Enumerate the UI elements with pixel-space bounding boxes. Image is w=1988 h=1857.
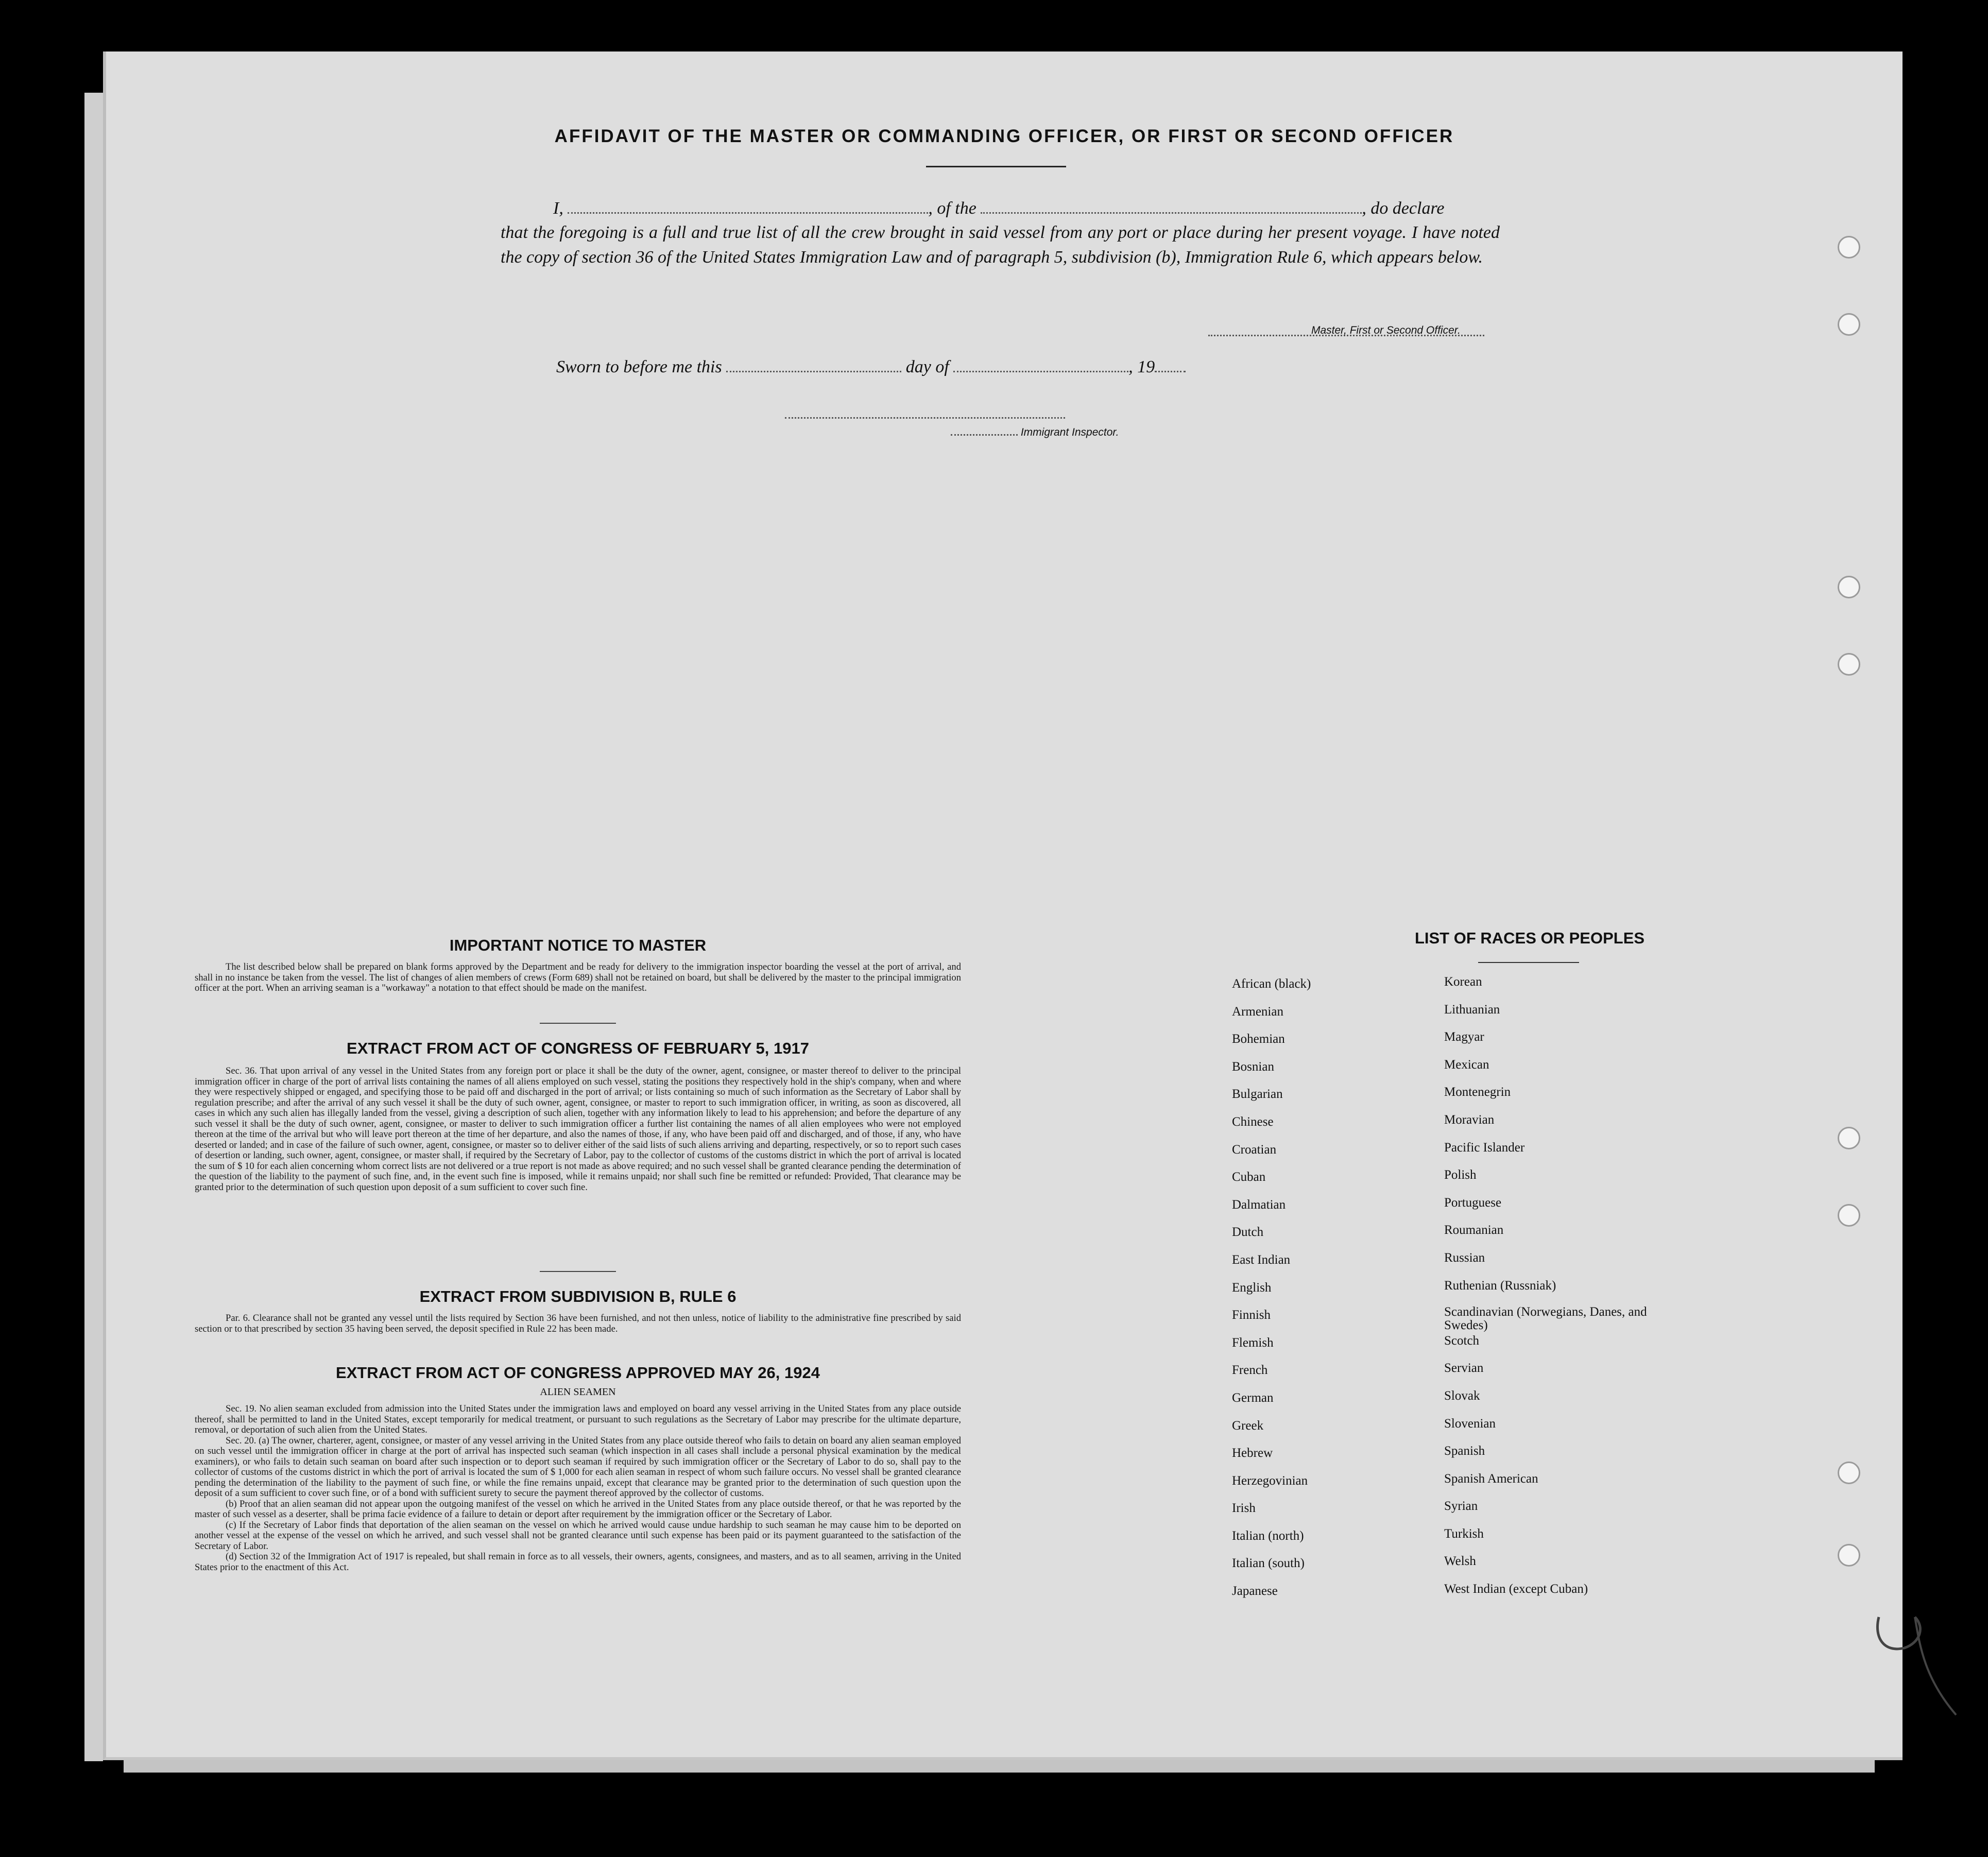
race-item: Irish [1232, 1501, 1256, 1516]
race-item: Spanish American [1444, 1471, 1538, 1486]
race-item: Spanish [1444, 1444, 1485, 1458]
extract-1917-title: EXTRACT FROM ACT OF CONGRESS OF FEBRUARY 5, 1917 [347, 1039, 809, 1057]
race-item: Russian [1444, 1250, 1485, 1265]
race-item: Scotch [1444, 1333, 1480, 1348]
punch-hole [1838, 313, 1860, 336]
race-item: Polish [1444, 1168, 1477, 1182]
inspector-signature-line[interactable] [785, 402, 1065, 423]
race-item: Chinese [1232, 1114, 1274, 1129]
section-20d: (d) Section 32 of the Immigration Act of 1917 is repealed, but shall remain in force as to all vessels, their owners, agents, consignees, and masters, and as to all seamen, arriving in the United States prior to the enactment of this Act. [195, 1551, 961, 1573]
race-item: Dalmatian [1232, 1197, 1286, 1212]
extract-rule6-title: EXTRACT FROM SUBDIVISION B, RULE 6 [419, 1287, 736, 1305]
punch-hole [1838, 1127, 1860, 1149]
notice-title: IMPORTANT NOTICE TO MASTER [449, 936, 707, 954]
title-rule [926, 166, 1066, 167]
race-item: Croatian [1232, 1142, 1277, 1157]
extract-1924-title: EXTRACT FROM ACT OF CONGRESS APPROVED MAY 26, 1924 [336, 1364, 820, 1382]
day-of-label: day of [905, 357, 949, 376]
race-item: French [1232, 1363, 1268, 1378]
sheet-edge [84, 93, 103, 1761]
punch-hole [1838, 236, 1860, 259]
extract-rule6-body: Par. 6. Clearance shall not be granted any vessel until the lists required by Section 36 have been furnished, and not then unless, notice of liability to the administrative fine prescribed by said section or to that prescribed by section 35 having been served, the deposit specified in Rule 22 has been made. [195, 1313, 961, 1334]
race-item: Italian (south) [1232, 1556, 1305, 1571]
race-item: Servian [1444, 1361, 1484, 1375]
race-item: Pacific Islander [1444, 1140, 1525, 1155]
race-item: Turkish [1444, 1526, 1484, 1541]
punch-hole [1838, 1544, 1860, 1567]
year-prefix: , 19 [1128, 357, 1155, 376]
race-item: Greek [1232, 1418, 1264, 1433]
race-item: Ruthenian (Russniak) [1444, 1278, 1556, 1293]
race-item: Lithuanian [1444, 1002, 1500, 1017]
day-blank[interactable] [726, 355, 901, 372]
sworn-line [556, 355, 1186, 377]
inspector-line [951, 425, 1119, 439]
divider [540, 1023, 616, 1024]
document-page [103, 51, 1903, 1760]
race-item: Dutch [1232, 1225, 1264, 1240]
sworn-prefix: Sworn to before me this [556, 357, 722, 376]
race-item: African (black) [1232, 977, 1311, 991]
race-item: Korean [1444, 975, 1482, 989]
section-20b: (b) Proof that an alien seaman did not appear upon the outgoing manifest of the vessel on which he arrived in the United States from any place outside thereof, or that he was reported by the master of such vessel as a deserter, shall be prima facie evidence of a failure to detain or deport after requirement by the immigration officer or the Secretary of Labor. [195, 1498, 961, 1520]
race-item: Slovak [1444, 1388, 1480, 1403]
race-item: Herzegovinian [1232, 1473, 1308, 1488]
race-item: Slovenian [1444, 1416, 1496, 1431]
declaration-line [553, 197, 1445, 218]
vessel-blank[interactable] [981, 197, 1362, 214]
races-right-column [1444, 974, 1671, 1609]
signature-caption: Master, First or Second Officer. [1311, 324, 1461, 336]
punch-hole [1838, 1461, 1860, 1484]
race-item: West Indian (except Cuban) [1444, 1582, 1588, 1596]
divider [540, 1271, 616, 1272]
section-20c: (c) If the Secretary of Labor finds that deportation of the alien seaman on the vessel on which he arrived would cause undue hardship to such seaman he may cause him to be deported on another vessel at the expense of the vessel on which he arrived, and such vessel shall not be granted clearance until such expense has been paid or its payment guaranteed to the satisfaction of the Secretary of Labor. [195, 1519, 961, 1552]
extract-1924-body [195, 1404, 961, 1573]
race-item: Armenian [1232, 1004, 1283, 1019]
race-item: Finnish [1232, 1308, 1271, 1322]
year-blank[interactable] [1155, 355, 1186, 372]
race-item: German [1232, 1390, 1274, 1405]
punch-hole [1838, 653, 1860, 676]
race-item: Bohemian [1232, 1032, 1285, 1046]
race-item: Flemish [1232, 1335, 1274, 1350]
race-item: Montenegrin [1444, 1085, 1511, 1099]
race-item: Mexican [1444, 1057, 1489, 1072]
month-blank[interactable] [953, 355, 1128, 372]
affidavit-title: AFFIDAVIT OF THE MASTER OR COMMANDING OFFICER, OR FIRST OR SECOND OFFICER [554, 126, 1454, 146]
line-i: I, [553, 199, 563, 218]
section-19: Sec. 19. No alien seaman excluded from admission into the United States under the immigration laws and employed on board any vessel arriving in the United States from any place outside thereof, shall be permitted to land in the United States, except temporarily for medical treatment, or pursuant to such regulations as the Secretary of Labor may prescribe for the ultimate departure, removal, or deportation of such alien from the United States. [195, 1403, 961, 1435]
do-declare-label: , do declare [1362, 199, 1445, 218]
races-title-rule [1478, 962, 1579, 963]
race-item: English [1232, 1280, 1272, 1295]
section-20a: Sec. 20. (a) The owner, charterer, agent, consignee, or master of any vessel arriving in the United States from any place outside thereof who fails to detain on board any alien seaman employed on such vessel until the immigration officer in charge at the port of arrival has inspected such seaman (which inspection in all cases shall include a personal physical examination by the medical examiners), or who fails to detain such seaman on board after such inspection or to deport such seaman if required by such immigration officer or the Secretary of Labor to do so, shall pay to the collector of customs of the customs district in which the port of arrival is located the sum of $ 1,000 for each alien seaman in respect of whom such failure occurs. No vessel shall be granted clearance pending the determination of the liability to the payment of such fine, or while the fine remains unpaid, except that clearance may be granted prior to the determination of such question upon the deposit of a sum sufficient to cover such fine, or of a bond with sufficient surety to secure the payment thereof approved by the collector of customs. [195, 1435, 961, 1499]
declaration-text: that the foregoing is a full and true list of all the crew brought in said vessel from any port or place during her present voyage. I have noted the copy of section 36 of the United States Immigration Law and of paragraph 5, subdivision (b), Immigration Rule 6, which appears below. [501, 223, 1500, 267]
of-the-label: , of the [928, 199, 976, 218]
race-item: Magyar [1444, 1030, 1484, 1044]
race-item: Cuban [1232, 1170, 1266, 1184]
race-item: Italian (north) [1232, 1528, 1304, 1543]
alien-seamen-caption: ALIEN SEAMEN [540, 1386, 616, 1398]
race-item: Portuguese [1444, 1195, 1502, 1210]
race-item: Syrian [1444, 1499, 1478, 1514]
handwritten-mark [1863, 1596, 1977, 1720]
race-item: Roumanian [1444, 1223, 1504, 1237]
notice-body: The list described below shall be prepared on blank forms approved by the Department and be ready for delivery to the immigration inspector boarding the vessel at the port of arrival, and shall in no instance be taken from the vessel. The list of changes of alien members of crews (Form 689) shall not be retained on board, but shall be delivered by the master to the principal immigration officer at the port. When an arriving seaman is a "workaway" a notation to that effect should be made on the manifest. [195, 961, 961, 993]
race-item: Scandinavian (Norwegians, Danes, and Swedes) [1444, 1305, 1647, 1333]
race-item: Bosnian [1232, 1059, 1274, 1074]
race-item: Bulgarian [1232, 1087, 1283, 1102]
name-blank[interactable] [568, 197, 928, 214]
races-title: LIST OF RACES OR PEOPLES [1414, 929, 1645, 947]
inspector-blank[interactable] [951, 425, 1018, 436]
races-left-column [1232, 976, 1311, 1611]
race-item: Hebrew [1232, 1446, 1273, 1460]
race-item: Moravian [1444, 1112, 1495, 1127]
extract-1917-body: Sec. 36. That upon arrival of any vessel in the United States from any foreign port or place it shall be the duty of the owner, agent, consignee, or master thereof to deliver to the principal immigration officer in charge of the port of arrival lists containing the names of all aliens employed on such vessel, stating the positions they respectively hold in the ship's company, when and where they were respectively shipped or engaged, and specifying those to be paid off and discharged in the port of arrival; or lists containing so much of such information as the Secretary of Labor shall by regulation prescribe; and after the arrival of any such vessel it shall be the duty of such owner, agent, consignee, or master to report to such immigration officer, in writing, as soon as discovered, all cases in which any such alien has illegally landed from the vessel, giving a description of such alien, together with any information likely to lead to his apprehension; and before the departure of any such vessel it shall be the duty of such owner, agent, consignee, or master to deliver to such immigration officer a further list containing the names of all alien employees who were not employed thereon at the time of the arrival but who will leave port thereon at the time of her departure, and also the names of those, if any, who have been paid off and discharged, and of those, if any, who have deserted or landed; and in case of the failure of such owner, agent, consignee, or master so to deliver either of the said lists of such aliens arriving and departing, respectively, or so to report such cases of desertion or landing, such owner, agent, consignee, or master shall, if required by the Secretary of Labor, pay to the collector of customs of the customs district in which the port of arrival is located the sum of $ 10 for each alien concerning whom correct lists are not delivered or a true report is not made as above required; and no such vessel shall be granted clearance pending the determination of the question of the liability to the payment of such fine, and, in the event such fine is imposed, while it remains unpaid; nor shall such fine be remitted or refunded: Provided, That clearance may be granted prior to the determination of such question upon deposit of a sum sufficient to cover such fine. [195, 1065, 961, 1193]
inspector-caption: Immigrant Inspector. [1020, 426, 1119, 438]
punch-hole [1838, 1204, 1860, 1227]
race-item: Japanese [1232, 1584, 1278, 1598]
race-item: East Indian [1232, 1252, 1291, 1267]
punch-hole [1838, 576, 1860, 598]
race-item: Welsh [1444, 1554, 1476, 1569]
